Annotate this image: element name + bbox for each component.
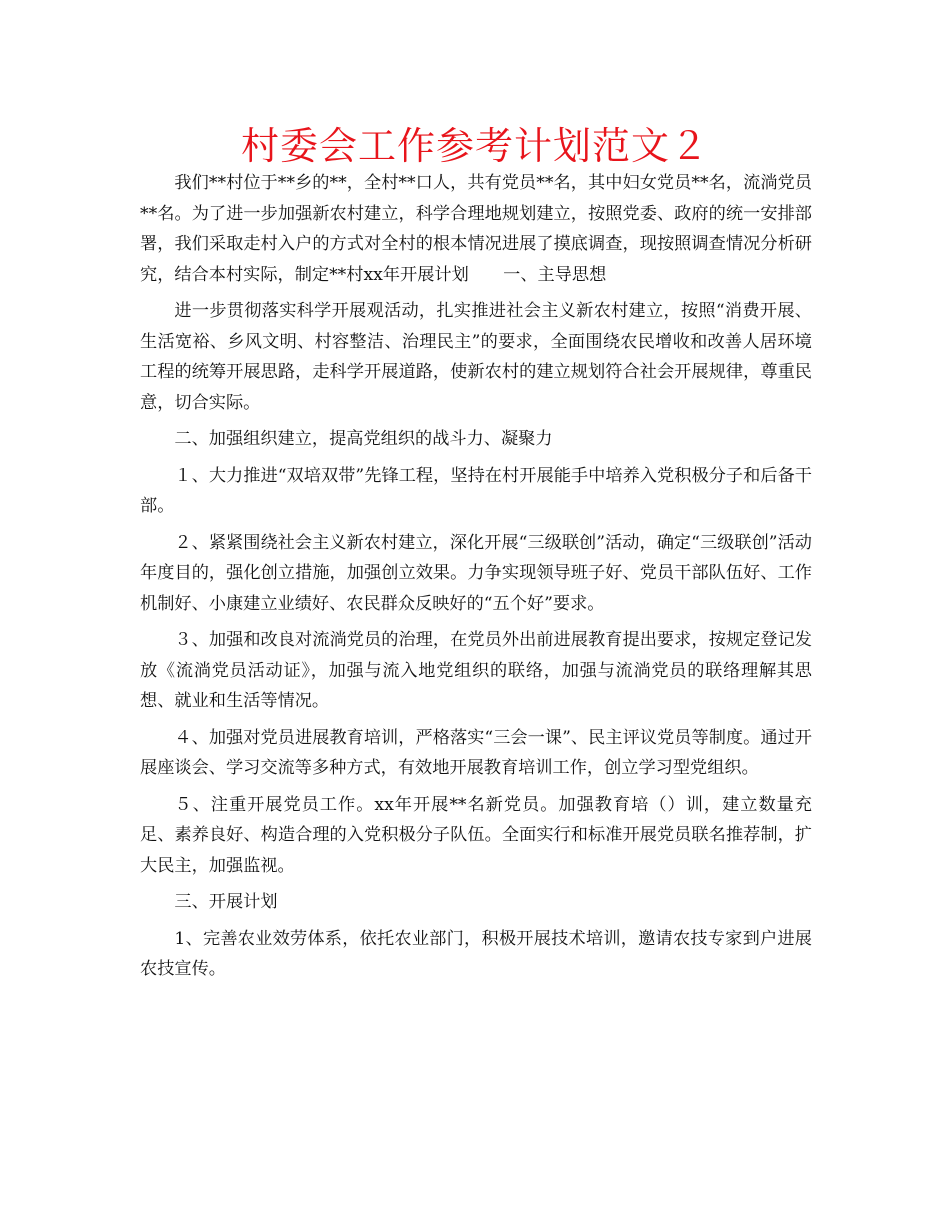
section-heading-plan: 三、开展计划 [174,892,278,912]
paragraph-item-1: １、大力推进“双培双带”先锋工程，坚持在村开展能手中培养入党积极分子和后备干部。 [140,465,812,516]
document-body [140,168,812,985]
paragraph-item-5: ５、注重开展党员工作。xx年开展**名新党员。加强教育培（）训，建立数量充足、素养良好、构造合理的入党积极分子队伍。全面实行和标准开展党员联名推荐制，扩大民主，加强监视。 [140,794,812,876]
paragraph-guiding-thought: 进一步贯彻落实科学开展观活动，扎实推进社会主义新农村建立，按照“消费开展、生活宽裕、乡风文明、村容整洁、治理民主”的要求，全面围绕农民增收和改善人居环境工程的统筹开展思路，走科学开展道路，使新农村的建立规划符合社会开展规律，尊重民意，切合实际。 [140,301,812,413]
paragraph-plan-item-1: 1、完善农业效劳体系，依托农业部门，积极开展技术培训，邀请农技专家到户进展农技宣传。 [140,928,812,979]
paragraph-intro: 我们**村位于**乡的**，全村**口人，共有党员**名，其中妇女党员**名，流淌党员**名。为了进一步加强新农村建立，科学合理地规划建立，按照党委、政府的统一安排部署，我们采取走村入户的方式对全村的根本情况进展了摸底调查，现按照调查情况分析研究，结合本村实际，制定**村xx年开展计划 一、主导思想 [140,173,812,285]
paragraph-item-2: ２、紧紧围绕社会主义新农村建立，深化开展“三级联创”活动，确定“三级联创”活动年度目的，强化创立措施，加强创立效果。力争实现领导班子好、党员干部队伍好、工作机制好、小康建立业绩好、农民群众反映好的“五个好”要求。 [140,532,812,614]
paragraph-item-4: ４、加强对党员进展教育培训，严格落实“三会一课”、民主评议党员等制度。通过开展座谈会、学习交流等多种方式，有效地开展教育培训工作，创立学习型党组织。 [140,727,812,778]
document-title: 村委会工作参考计划范文２ [240,124,709,168]
paragraph-item-3: ３、加强和改良对流淌党员的治理，在党员外出前进展教育提出要求，按规定登记发放《流淌党员活动证》，加强与流入地党组织的联络，加强与流淌党员的联络理解其思想、就业和生活等情况。 [140,630,812,711]
section-heading-organization: 二、加强组织建立，提高党组织的战斗力、凝聚力 [174,429,553,449]
